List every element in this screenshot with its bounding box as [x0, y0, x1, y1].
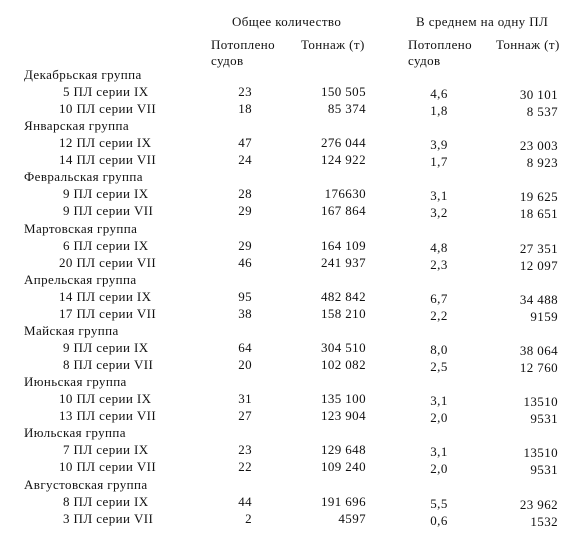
tonnage-value: 241 937 — [320, 254, 366, 270]
row-label: 7 ПЛ серии IX — [63, 442, 149, 458]
avg-tonnage-value: 30 101 — [519, 87, 558, 102]
row-label: 8 ПЛ серии VII — [63, 357, 154, 372]
group-heading: Апрельская группа — [24, 271, 137, 287]
header-sunk-line1: Потоплено — [211, 37, 275, 52]
sunk-count: 2 — [245, 510, 252, 526]
avg-tonnage-value: 1532 — [530, 513, 558, 529]
row-label: 10 ПЛ серии VII — [59, 101, 157, 116]
group-heading: Августовская группа — [24, 476, 148, 492]
avg-sunk-value: 2,2 — [430, 307, 448, 323]
tonnage-value: 123 904 — [320, 408, 366, 424]
avg-tonnage-value: 27 351 — [519, 240, 558, 256]
sunk-count: 27 — [238, 408, 252, 424]
tonnage-value: 150 505 — [320, 84, 366, 99]
avg-tonnage-value: 8 537 — [526, 104, 558, 119]
header-avg-tonnage: Тоннаж (т) — [496, 37, 560, 52]
avg-sunk-value: 2,3 — [430, 256, 448, 272]
tonnage-value: 304 510 — [320, 340, 366, 355]
group-heading: Январская группа — [24, 118, 129, 134]
avg-tonnage-value: 38 064 — [519, 343, 558, 358]
row-label: 3 ПЛ серии VII — [63, 510, 154, 526]
group-heading: Февральская группа — [24, 169, 143, 185]
row-label: 17 ПЛ серии VII — [59, 305, 157, 321]
row-label: 14 ПЛ серии VII — [59, 152, 157, 168]
tonnage-value: 191 696 — [320, 493, 366, 509]
row-label: 10 ПЛ серии IX — [59, 391, 152, 407]
avg-tonnage-value: 34 488 — [519, 291, 558, 307]
avg-tonnage-value: 18 651 — [519, 206, 558, 222]
sunk-count: 64 — [238, 340, 252, 355]
tonnage-value: 4597 — [338, 510, 366, 526]
avg-sunk-value: 4,8 — [430, 239, 448, 255]
row-label: 20 ПЛ серии VII — [59, 254, 157, 270]
tonnage-value: 176630 — [324, 186, 366, 202]
sunk-count: 29 — [238, 237, 252, 253]
avg-sunk-value: 1,8 — [430, 103, 448, 118]
avg-sunk-value: 0,6 — [430, 512, 448, 528]
avg-tonnage-value: 9531 — [530, 462, 558, 478]
tonnage-value: 158 210 — [320, 305, 366, 321]
avg-tonnage-value: 9531 — [530, 411, 558, 427]
avg-sunk-value: 1,7 — [430, 154, 448, 170]
avg-sunk-value: 3,9 — [430, 137, 448, 153]
avg-tonnage-value: 12 760 — [519, 360, 558, 375]
avg-tonnage-value: 13510 — [523, 394, 558, 410]
header-avg-sunk-line1: Потоплено — [408, 37, 472, 52]
avg-sunk-value: 3,1 — [430, 188, 448, 204]
group-heading: Майская группа — [24, 323, 119, 338]
avg-tonnage-value: 23 962 — [519, 496, 558, 512]
tonnage-value: 167 864 — [320, 203, 366, 219]
group-heading: Июньская группа — [24, 374, 127, 390]
avg-tonnage-value: 19 625 — [519, 189, 558, 205]
avg-sunk-value: 2,0 — [430, 461, 448, 477]
sunk-count: 24 — [238, 152, 252, 168]
avg-tonnage-value: 9159 — [530, 308, 558, 324]
row-label: 6 ПЛ серии IX — [63, 237, 149, 253]
row-label: 8 ПЛ серии IX — [63, 493, 149, 509]
sunk-count: 22 — [238, 459, 252, 475]
row-label: 9 ПЛ серии IX — [63, 186, 149, 202]
row-label: 14 ПЛ серии IX — [59, 288, 152, 304]
avg-sunk-value: 4,6 — [430, 86, 448, 101]
avg-sunk-value: 6,7 — [430, 290, 448, 306]
row-label: 12 ПЛ серии IX — [59, 135, 152, 151]
row-label: 9 ПЛ серии VII — [63, 203, 154, 219]
row-label: 5 ПЛ серии IX — [63, 84, 149, 99]
sunk-count: 20 — [238, 357, 252, 372]
tonnage-value: 276 044 — [320, 135, 366, 151]
group-heading: Мартовская группа — [24, 220, 138, 236]
avg-sunk-value: 3,2 — [430, 205, 448, 221]
sunk-count: 28 — [238, 186, 252, 202]
tonnage-value: 109 240 — [320, 459, 366, 475]
tonnage-value: 482 842 — [320, 288, 366, 304]
header-tonnage: Тоннаж (т) — [301, 37, 365, 52]
avg-tonnage-value: 23 003 — [519, 138, 558, 154]
row-label: 10 ПЛ серии VII — [59, 459, 157, 475]
row-label: 9 ПЛ серии IX — [63, 340, 149, 355]
tonnage-value: 102 082 — [320, 357, 366, 372]
avg-tonnage-value: 13510 — [523, 445, 558, 461]
avg-sunk-value: 2,0 — [430, 410, 448, 426]
header-sunk-line2: судов — [211, 53, 244, 68]
sunk-count: 38 — [238, 305, 252, 321]
avg-sunk-value: 3,1 — [430, 444, 448, 460]
avg-sunk-value: 5,5 — [430, 495, 448, 511]
sunk-count: 18 — [238, 101, 252, 116]
tonnage-value: 129 648 — [320, 442, 366, 458]
sunk-count: 31 — [238, 391, 252, 407]
header-total-title: Общее количество — [232, 14, 342, 29]
sunk-count: 44 — [238, 493, 252, 509]
sunk-count: 47 — [238, 135, 252, 151]
tonnage-value: 124 922 — [320, 152, 366, 168]
avg-tonnage-value: 8 923 — [526, 155, 558, 171]
avg-tonnage-value: 12 097 — [519, 257, 558, 273]
sunk-count: 23 — [238, 84, 252, 99]
group-heading: Июльская группа — [24, 425, 126, 441]
header-avg-sunk-line2: судов — [408, 53, 441, 68]
tonnage-value: 164 109 — [320, 237, 366, 253]
sunk-count: 46 — [238, 254, 252, 270]
avg-sunk-value: 8,0 — [430, 342, 448, 357]
avg-sunk-value: 2,5 — [430, 359, 448, 374]
group-heading: Декабрьская группа — [24, 67, 142, 82]
tonnage-value: 85 374 — [327, 101, 366, 116]
row-label: 13 ПЛ серии VII — [59, 408, 157, 424]
sunk-count: 95 — [238, 288, 252, 304]
sunk-count: 29 — [238, 203, 252, 219]
sunk-count: 23 — [238, 442, 252, 458]
header-average-title: В среднем на одну ПЛ — [416, 14, 549, 29]
tonnage-value: 135 100 — [320, 391, 366, 407]
avg-sunk-value: 3,1 — [430, 393, 448, 409]
